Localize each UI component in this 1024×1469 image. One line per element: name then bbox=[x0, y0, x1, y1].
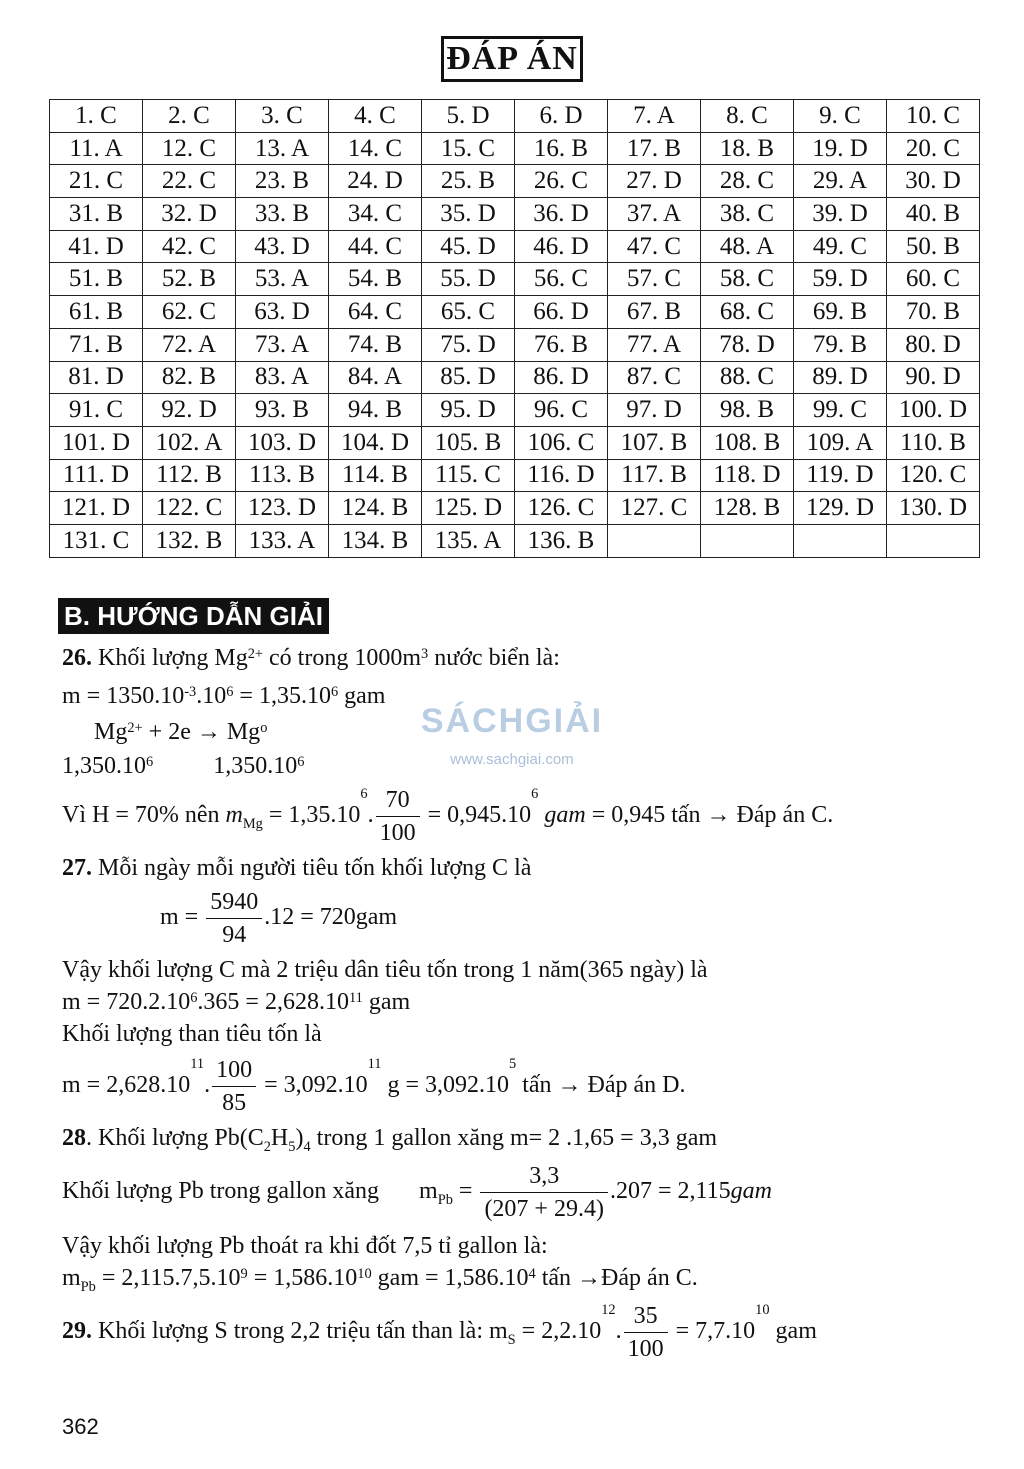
answer-cell: 100. D bbox=[887, 394, 980, 427]
answer-cell: 25. B bbox=[422, 165, 515, 198]
answer-cell: 68. C bbox=[701, 296, 794, 329]
answer-cell: 104. D bbox=[329, 426, 422, 459]
answer-cell: 131. C bbox=[50, 524, 143, 557]
answer-row bbox=[50, 361, 980, 394]
answer-cell: 85. D bbox=[422, 361, 515, 394]
answer-row bbox=[50, 394, 980, 427]
answer-cell: 2. C bbox=[143, 100, 236, 133]
answer-cell: 110. B bbox=[887, 426, 980, 459]
answer-cell: 103. D bbox=[236, 426, 329, 459]
answer-cell: 93. B bbox=[236, 394, 329, 427]
answer-cell: 125. D bbox=[422, 492, 515, 525]
solution-27-line-2: m = $\frac{5940}{94}$ .12 = 720gam bbox=[160, 886, 397, 951]
answer-row bbox=[50, 328, 980, 361]
answer-cell: 69. B bbox=[794, 296, 887, 329]
solution-26-line-1: 26. Khối lượng $Mg^{2+}$ có trong $1000m^3$ nước biển là: bbox=[62, 645, 560, 671]
answer-cell: 83. A bbox=[236, 361, 329, 394]
answer-cell: 58. C bbox=[701, 263, 794, 296]
solution-27-line-5: Khối lượng than tiêu tốn là bbox=[62, 1021, 322, 1047]
answer-cell: 76. B bbox=[515, 328, 608, 361]
answer-cell: 1. C bbox=[50, 100, 143, 133]
answer-cell: 118. D bbox=[701, 459, 794, 492]
solution-28-line-1: 28. Khối lượng $Pb(C_2H_5)_4$ trong 1 gallon xăng m= 2 .1,65 = 3,3 gam bbox=[62, 1125, 718, 1155]
answer-cell: 87. C bbox=[608, 361, 701, 394]
answer-cell: 66. D bbox=[515, 296, 608, 329]
answer-cell: 132. B bbox=[143, 524, 236, 557]
answer-cell: 37. A bbox=[608, 198, 701, 231]
answer-cell: 65. C bbox=[422, 296, 515, 329]
answer-cell: 64. C bbox=[329, 296, 422, 329]
answer-cell: 91. C bbox=[50, 394, 143, 427]
solution-26-line-4: 1,350.10$^6$ 1,350.10$^6$ bbox=[62, 753, 305, 779]
answer-cell: 32. D bbox=[143, 198, 236, 231]
answer-cell: 117. B bbox=[608, 459, 701, 492]
answer-cell: 51. B bbox=[50, 263, 143, 296]
answer-cell: 49. C bbox=[794, 230, 887, 263]
answer-cell: 55. D bbox=[422, 263, 515, 296]
fraction: $\frac{100}{85}$ bbox=[212, 1054, 256, 1119]
answer-cell: 14. C bbox=[329, 132, 422, 165]
answer-cell: 128. B bbox=[701, 492, 794, 525]
answer-cell: 99. C bbox=[794, 394, 887, 427]
answer-cell: 109. A bbox=[794, 426, 887, 459]
answer-cell: 90. D bbox=[887, 361, 980, 394]
answer-cell: 72. A bbox=[143, 328, 236, 361]
answer-cell: 10. C bbox=[887, 100, 980, 133]
fraction: $\frac{35}{100}$ bbox=[624, 1300, 668, 1365]
answer-cell bbox=[608, 524, 701, 557]
answer-cell: 127. C bbox=[608, 492, 701, 525]
watermark-logo bbox=[412, 688, 612, 778]
answer-cell: 80. D bbox=[887, 328, 980, 361]
answer-row bbox=[50, 132, 980, 165]
answer-cell: 84. A bbox=[329, 361, 422, 394]
answer-cell: 67. B bbox=[608, 296, 701, 329]
answer-cell: 5. D bbox=[422, 100, 515, 133]
answer-cell: 119. D bbox=[794, 459, 887, 492]
answer-cell: 102. A bbox=[143, 426, 236, 459]
solution-27-line-4: $m = 720.2.10^6.365 = 2,628.10^{11}$ gam bbox=[62, 989, 411, 1015]
answer-cell: 56. C bbox=[515, 263, 608, 296]
answer-cell: 78. D bbox=[701, 328, 794, 361]
answer-cell: 97. D bbox=[608, 394, 701, 427]
answer-cell: 120. C bbox=[887, 459, 980, 492]
answer-cell: 36. D bbox=[515, 198, 608, 231]
answer-cell: 44. C bbox=[329, 230, 422, 263]
answer-cell: 31. B bbox=[50, 198, 143, 231]
answer-cell: 94. B bbox=[329, 394, 422, 427]
answer-cell: 105. B bbox=[422, 426, 515, 459]
page-number: 362 bbox=[62, 1414, 99, 1439]
answer-cell: 95. D bbox=[422, 394, 515, 427]
answer-cell: 62. C bbox=[143, 296, 236, 329]
answer-table bbox=[49, 99, 980, 558]
watermark-brand: SÁCHGIẢI bbox=[420, 702, 604, 740]
answer-cell: 77. A bbox=[608, 328, 701, 361]
answer-cell: 116. D bbox=[515, 459, 608, 492]
answer-cell: 89. D bbox=[794, 361, 887, 394]
answer-row bbox=[50, 296, 980, 329]
answer-cell: 43. D bbox=[236, 230, 329, 263]
answer-cell: 92. D bbox=[143, 394, 236, 427]
answer-cell: 6. D bbox=[515, 100, 608, 133]
answer-row bbox=[50, 492, 980, 525]
answer-cell: 48. A bbox=[701, 230, 794, 263]
answer-cell: 38. C bbox=[701, 198, 794, 231]
answer-cell: 42. C bbox=[143, 230, 236, 263]
answer-cell: 63. D bbox=[236, 296, 329, 329]
answer-cell: 34. C bbox=[329, 198, 422, 231]
answer-cell: 122. C bbox=[143, 492, 236, 525]
answer-cell: 61. B bbox=[50, 296, 143, 329]
answer-cell: 9. C bbox=[794, 100, 887, 133]
answer-cell: 123. D bbox=[236, 492, 329, 525]
solution-28-line-3: Vậy khối lượng Pb thoát ra khi đốt 7,5 tỉ gallon là: bbox=[62, 1233, 548, 1259]
fraction: $\frac{5940}{94}$ bbox=[206, 886, 262, 951]
answer-cell: 29. A bbox=[794, 165, 887, 198]
answer-cell: 40. B bbox=[887, 198, 980, 231]
solution-26-line-5: Vì H = 70% nên $m_{Mg} = 1,35.10^6$. $\frac{70}{100}$ = $0,945.10^6$ gam = 0,945 tấn → Đáp án C. bbox=[62, 784, 833, 849]
watermark-url: www.sachgiai.com bbox=[450, 751, 574, 768]
answer-cell: 24. D bbox=[329, 165, 422, 198]
answer-cell: 26. C bbox=[515, 165, 608, 198]
answer-row bbox=[50, 165, 980, 198]
answer-cell: 133. A bbox=[236, 524, 329, 557]
answer-cell: 33. B bbox=[236, 198, 329, 231]
answer-cell: 79. B bbox=[794, 328, 887, 361]
answer-row bbox=[50, 230, 980, 263]
answer-cell: 130. D bbox=[887, 492, 980, 525]
answer-cell: 18. B bbox=[701, 132, 794, 165]
answer-cell: 59. D bbox=[794, 263, 887, 296]
answer-cell: 45. D bbox=[422, 230, 515, 263]
answer-row bbox=[50, 459, 980, 492]
answer-cell: 4. C bbox=[329, 100, 422, 133]
answer-cell: 129. D bbox=[794, 492, 887, 525]
answer-cell: 70. B bbox=[887, 296, 980, 329]
answer-cell: 21. C bbox=[50, 165, 143, 198]
answer-cell: 88. C bbox=[701, 361, 794, 394]
answer-row bbox=[50, 263, 980, 296]
answer-cell: 107. B bbox=[608, 426, 701, 459]
answer-cell: 74. B bbox=[329, 328, 422, 361]
answer-cell: 54. B bbox=[329, 263, 422, 296]
answer-cell: 108. B bbox=[701, 426, 794, 459]
solution-27-line-6: $m = 2,628.10^{11}$. $\frac{100}{85}$ = $3,092.10^{11}$ $g = 3,092.10^5$ tấn → Đáp án D. bbox=[62, 1054, 686, 1119]
answer-cell: 11. A bbox=[50, 132, 143, 165]
solution-26-line-2: $m = 1350.10^{-3}.10^6 = 1,35.10^6$ gam bbox=[62, 683, 386, 709]
solution-28-line-2: Khối lượng Pb trong gallon xăng $m_{Pb}$ = $\frac{3,3}{(207 + 29.4)}$ .207 = 2,115gam bbox=[62, 1160, 772, 1225]
answer-cell: 12. C bbox=[143, 132, 236, 165]
answer-cell: 46. D bbox=[515, 230, 608, 263]
answer-row bbox=[50, 524, 980, 557]
answer-cell: 57. C bbox=[608, 263, 701, 296]
answer-cell: 98. B bbox=[701, 394, 794, 427]
answer-cell: 134. B bbox=[329, 524, 422, 557]
answer-cell: 115. C bbox=[422, 459, 515, 492]
solution-27-line-3: Vậy khối lượng C mà 2 triệu dân tiêu tốn trong 1 năm(365 ngày) là bbox=[62, 957, 708, 983]
answer-cell: 114. B bbox=[329, 459, 422, 492]
section-heading: B. HƯỚNG DẪN GIẢI bbox=[58, 598, 329, 634]
answer-cell bbox=[794, 524, 887, 557]
answer-cell: 113. B bbox=[236, 459, 329, 492]
answer-cell: 41. D bbox=[50, 230, 143, 263]
answer-cell: 19. D bbox=[794, 132, 887, 165]
answer-cell: 30. D bbox=[887, 165, 980, 198]
answer-cell: 13. A bbox=[236, 132, 329, 165]
answer-cell bbox=[887, 524, 980, 557]
answer-row bbox=[50, 100, 980, 133]
answer-cell: 71. B bbox=[50, 328, 143, 361]
answer-cell: 60. C bbox=[887, 263, 980, 296]
answer-cell: 23. B bbox=[236, 165, 329, 198]
answer-cell: 15. C bbox=[422, 132, 515, 165]
fraction: $\frac{3,3}{(207 + 29.4)}$ bbox=[480, 1160, 608, 1225]
answer-cell: 124. B bbox=[329, 492, 422, 525]
answer-row bbox=[50, 426, 980, 459]
answer-cell: 50. B bbox=[887, 230, 980, 263]
solution-28-line-4: $m_{Pb} = 2,115.7,5.10^9 = 1,586.10^{10}$ gam = $1,586.10^4$ tấn →Đáp án C. bbox=[62, 1265, 698, 1295]
answer-cell bbox=[701, 524, 794, 557]
answer-cell: 96. C bbox=[515, 394, 608, 427]
answer-cell: 126. C bbox=[515, 492, 608, 525]
answer-cell: 3. C bbox=[236, 100, 329, 133]
answer-row bbox=[50, 198, 980, 231]
answer-cell: 52. B bbox=[143, 263, 236, 296]
answer-cell: 73. A bbox=[236, 328, 329, 361]
answer-cell: 53. A bbox=[236, 263, 329, 296]
answer-cell: 7. A bbox=[608, 100, 701, 133]
answer-cell: 35. D bbox=[422, 198, 515, 231]
answer-cell: 106. C bbox=[515, 426, 608, 459]
answer-cell: 28. C bbox=[701, 165, 794, 198]
answer-cell: 17. B bbox=[608, 132, 701, 165]
answer-cell: 39. D bbox=[794, 198, 887, 231]
answer-cell: 86. D bbox=[515, 361, 608, 394]
answer-cell: 112. B bbox=[143, 459, 236, 492]
answer-cell: 121. D bbox=[50, 492, 143, 525]
answer-cell: 47. C bbox=[608, 230, 701, 263]
answer-cell: 8. C bbox=[701, 100, 794, 133]
answer-cell: 22. C bbox=[143, 165, 236, 198]
solution-29-line-1: 29. Khối lượng S trong 2,2 triệu tấn than là: $m_S = 2,2.10^{12}$. $\frac{35}{100}$ = $7,7.10^{10}$ gam bbox=[62, 1300, 817, 1365]
page-title: ĐÁP ÁN bbox=[441, 36, 583, 82]
answer-cell: 75. D bbox=[422, 328, 515, 361]
answer-cell: 27. D bbox=[608, 165, 701, 198]
answer-cell: 81. D bbox=[50, 361, 143, 394]
solution-26-equation: $Mg^{2+} + 2e \to Mg^o$ bbox=[94, 719, 268, 745]
answer-cell: 136. B bbox=[515, 524, 608, 557]
answer-cell: 82. B bbox=[143, 361, 236, 394]
answer-cell: 20. C bbox=[887, 132, 980, 165]
fraction: $\frac{70}{100}$ bbox=[376, 784, 420, 849]
answer-cell: 101. D bbox=[50, 426, 143, 459]
solution-27-line-1: 27. Mỗi ngày mỗi người tiêu tốn khối lượng C là bbox=[62, 855, 532, 881]
answer-cell: 111. D bbox=[50, 459, 143, 492]
answer-cell: 135. A bbox=[422, 524, 515, 557]
answer-cell: 16. B bbox=[515, 132, 608, 165]
